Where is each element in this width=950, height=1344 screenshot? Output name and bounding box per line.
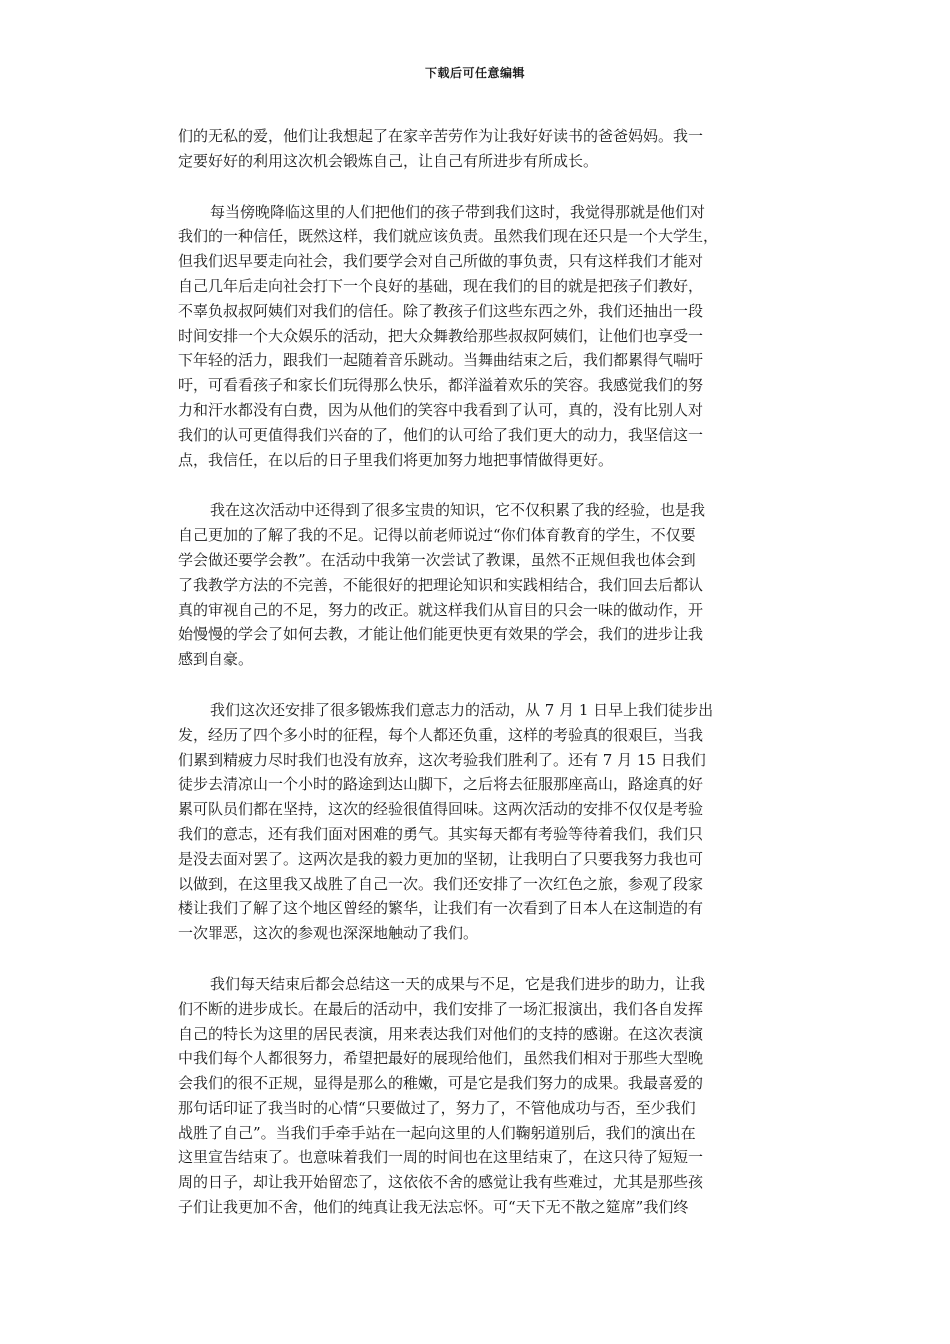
text-line: 徒步去清凉山一个小时的路途到达山脚下，之后将去征服那座高山，路途真的好 <box>178 775 704 794</box>
text-line: 自己的特长为这里的居民表演，用来表达我们对他们的支持的感谢。在这次表演 <box>178 1024 704 1043</box>
text-line: 那句话印证了我当时的心情“只要做过了，努力了，不管他成功与否，至少我们 <box>178 1098 696 1117</box>
text-line: 们不断的进步成长。在最后的活动中，我们安排了一场汇报演出，我们各自发挥 <box>178 999 704 1018</box>
text-line: 我在这次活动中还得到了很多宝贵的知识，它不仅积累了我的经验，也是我 <box>210 501 706 520</box>
text-line: 楼让我们了解了这个地区曾经的繁华，让我们有一次看到了日本人在这制造的有 <box>178 899 704 918</box>
paragraph <box>178 972 778 1220</box>
text-line: 下年轻的活力，跟我们一起随着音乐跳动。当舞曲结束之后，我们都累得气喘吁 <box>178 351 704 370</box>
text-line: 我们的一种信任，既然这样，我们就应该负责。虽然我们现在还只是一个大学生， <box>178 227 719 246</box>
text-line: 吁，可看看孩子和家长们玩得那么快乐，都洋溢着欢乐的笑容。我感觉我们的努 <box>178 376 704 395</box>
text-line: 战胜了自己”。当我们手牵手站在一起向这里的人们鞠躬道别后，我们的演出在 <box>178 1123 696 1142</box>
text-line: 点，我信任，在以后的日子里我们将更加努力地把事情做得更好。 <box>178 450 614 469</box>
paragraph <box>178 498 778 672</box>
text-line: 真的审视自己的不足，努力的改正。就这样我们从盲目的只会一味的做动作，开 <box>178 600 704 619</box>
text-line: 累可队员们都在坚持，这次的经验很值得回味。这两次活动的安排不仅仅是考验 <box>178 800 704 819</box>
text-line: 每当傍晚降临这里的人们把他们的孩子带到我们这时，我觉得那就是他们对 <box>210 202 706 221</box>
text-line: 以做到，在这里我又战胜了自己一次。我们还安排了一次红色之旅，参观了段家 <box>178 874 704 893</box>
text-line: 周的日子，却让我开始留恋了，这依依不舍的感觉让我有些难过，尤其是那些孩 <box>178 1173 704 1192</box>
text-line: 会我们的很不正规，显得是那么的稚嫩，可是它是我们努力的成果。我最喜爱的 <box>178 1074 704 1093</box>
text-line: 们的无私的爱，他们让我想起了在家辛苦劳作为让我好好读书的爸爸妈妈。我一 <box>178 127 704 145</box>
text-line: 们累到精疲力尽时我们也没有放弃，这次考验我们胜利了。还有 7 月 15 日我们 <box>178 750 706 769</box>
text-line: 了我教学方法的不完善，不能很好的把理论知识和实践相结合，我们回去后都认 <box>178 575 704 594</box>
paragraph <box>178 124 778 174</box>
paragraph <box>178 200 778 473</box>
text-line: 学会做还要学会教”。在活动中我第一次尝试了教课，虽然不正规但我也体会到 <box>178 550 696 569</box>
text-line: 但我们迟早要走向社会，我们要学会对自己所做的事负责，只有这样我们才能对 <box>178 252 704 271</box>
text-line: 不辜负叔叔阿姨们对我们的信任。除了教孩子们这些东西之外，我们还抽出一段 <box>178 301 704 320</box>
paragraph <box>178 698 778 946</box>
text-line: 力和汗水都没有白费，因为从他们的笑容中我看到了认可，真的，没有比别人对 <box>178 400 704 419</box>
text-line: 一次罪恶，这次的参观也深深地触动了我们。 <box>178 924 479 943</box>
text-line: 子们让我更加不舍，他们的纯真让我无法忘怀。可“天下无不散之筵席”我们终 <box>178 1198 689 1217</box>
page-header: 下载后可任意编辑 <box>424 66 525 80</box>
document-body <box>178 124 778 1246</box>
text-line: 始慢慢的学会了如何去教，才能让他们能更快更有效果的学会，我们的进步让我 <box>178 625 704 644</box>
text-line: 定要好好的利用这次机会锻炼自己，让自己有所进步有所成长。 <box>178 151 599 170</box>
text-line: 时间安排一个大众娱乐的活动，把大众舞教给那些叔叔阿姨们，让他们也享受一 <box>178 326 704 345</box>
text-line: 感到自豪。 <box>178 650 254 669</box>
text-line: 是没去面对罢了。这两次是我的毅力更加的坚韧，让我明白了只要我努力我也可 <box>178 849 704 868</box>
text-line: 这里宣告结束了。也意味着我们一周的时间也在这里结束了，在这只待了短短一 <box>178 1148 704 1167</box>
text-line: 自己更加的了解了我的不足。记得以前老师说过“你们体育教育的学生，不仅要 <box>178 526 696 545</box>
text-line: 中我们每个人都很努力，希望把最好的展现给他们，虽然我们相对于那些大型晚 <box>178 1049 704 1068</box>
text-line: 发，经历了四个多小时的征程，每个人都还负重，这样的考验真的很艰巨，当我 <box>178 725 704 744</box>
text-line: 我们这次还安排了很多锻炼我们意志力的活动，从 7 月 1 日早上我们徒步出 <box>210 700 714 719</box>
text-line: 我们的意志，还有我们面对困难的勇气。其实每天都有考验等待着我们，我们只 <box>178 824 704 843</box>
text-line: 我们的认可更值得我们兴奋的了，他们的认可给了我们更大的动力，我坚信这一 <box>178 425 704 444</box>
text-line: 自己几年后走向社会打下一个良好的基础，现在我们的目的就是把孩子们教好， <box>178 276 704 295</box>
text-line: 我们每天结束后都会总结这一天的成果与不足，它是我们进步的助力，让我 <box>210 974 706 993</box>
